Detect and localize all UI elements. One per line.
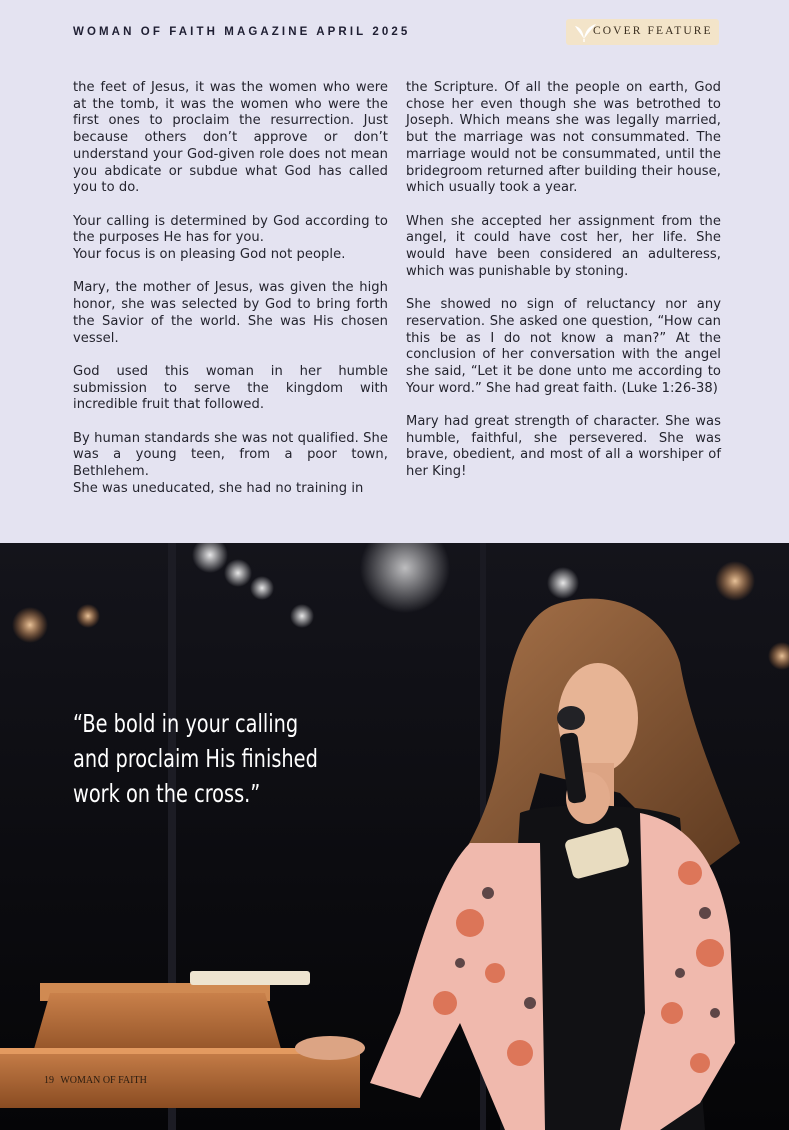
paragraph: By human standards she was not qualified. She was a young teen, from a poor town, Bethlehem. <box>73 430 388 480</box>
page-number: 19 <box>44 1075 54 1086</box>
footer-magazine-name: WOMAN OF FAITH <box>60 1075 147 1086</box>
page-footer <box>44 1075 147 1086</box>
stage-illustration <box>0 543 789 1130</box>
pull-quote-line: and proclaim His finished <box>73 744 318 773</box>
paragraph: She showed no sign of reluctancy nor any reservation. She asked one question, “How can this be as I do not know a man?” At the conclusion of her conversation with the angel she said, “Let it be done unto me according to Your word.” She had great faith. (Luke 1:26-38) <box>406 297 721 396</box>
paragraph: When she accepted her assignment from the angel, it could have cost her, her life. She would have been considered an adulteress, which was punishable by stoning. <box>406 213 721 279</box>
paragraph: the Scripture. Of all the people on earth, God chose her even though she was betrothed to Joseph. Which means she was legally married, but the marriage was not consummated. The marriage would not be consummated, until the bridegroom returned after building their house, which usually took a year. <box>406 80 721 196</box>
pull-quote-line: “Be bold in your calling <box>73 709 299 738</box>
left-column <box>73 80 388 498</box>
article-body <box>73 80 721 510</box>
page-header <box>0 0 789 66</box>
magazine-title: WOMAN OF FAITH MAGAZINE APRIL 2025 <box>73 26 411 38</box>
pull-quote-line: work on the cross.” <box>73 779 261 808</box>
pull-quote <box>73 706 348 811</box>
paragraph: Your calling is determined by God according to the purposes He has for you. <box>73 213 388 246</box>
paragraph: God used this woman in her humble submission to serve the kingdom with incredible fruit that followed. <box>73 363 388 413</box>
paragraph: She was uneducated, she had no training in <box>73 480 364 496</box>
right-column <box>406 80 721 481</box>
paragraph: Your focus is on pleasing God not people. <box>73 247 346 263</box>
paragraph: the feet of Jesus, it was the women who were at the tomb, it was the women who were the first ones to proclaim the resurrection. Just because others don’t approve or don’t understand your God-given role does not mean you abdicate or subdue what God has called you to do. <box>73 80 388 196</box>
section-label: COVER FEATURE <box>593 25 713 37</box>
speaker-photo <box>0 543 789 1130</box>
paragraph: Mary, the mother of Jesus, was given the high honor, she was selected by God to bring forth the Savior of the world. She was His chosen vessel. <box>73 280 388 346</box>
paragraph: Mary had great strength of character. She was humble, faithful, she persevered. She was brave, obedient, and most of all a worshiper of her King! <box>406 414 721 480</box>
cover-feature-badge <box>566 19 719 45</box>
